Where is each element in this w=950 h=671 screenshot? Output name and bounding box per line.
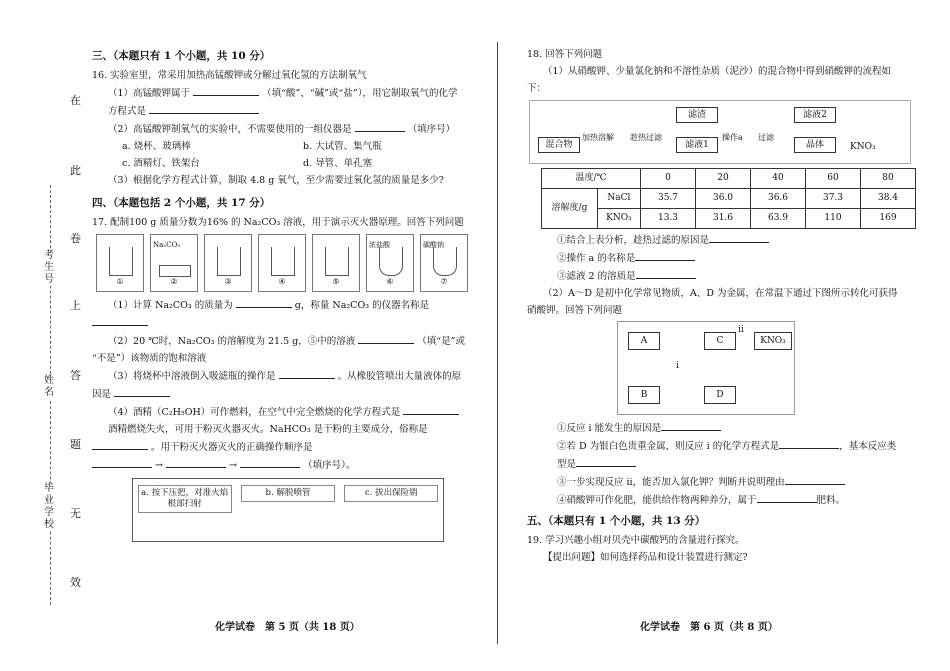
- answer-blank[interactable]: [635, 249, 695, 261]
- seal-char: 卷: [70, 232, 81, 245]
- q16-2-text: （2）高锰酸钾制氧气的实验中，不需要使用的一组仪器是: [108, 124, 352, 135]
- q18-i2-text: ②操作 a 的名称是: [557, 253, 636, 264]
- table-cell: 35.7: [641, 189, 696, 209]
- lab-num: ⑦: [440, 277, 448, 286]
- table-cell: 38.4: [861, 189, 916, 209]
- node-kno3: KNO₃: [754, 332, 792, 350]
- lab-step: [96, 234, 144, 292]
- section-4-title: 四、（本题包括 2 个小题，共 17 分）: [92, 197, 271, 209]
- q17-3-text-b: 。从橡胶管喷出大量液体的原: [337, 371, 462, 382]
- lab-step: [150, 234, 198, 292]
- extinguisher-panel-c: c. 拔出保险销: [344, 485, 438, 502]
- question-17: 17. 配制100 g 质量分数为16% 的 Na₂CO₃ 溶液，用于演示灭火器原理。回答下列问题: [92, 217, 464, 228]
- beaker-icon: [217, 247, 241, 276]
- spray-flask-icon: [433, 247, 457, 276]
- lab-num: ⑥: [386, 277, 394, 286]
- table-cell: 20: [696, 169, 751, 189]
- q19-question: 【提出问题】如何选择药品和设计装置进行测定?: [543, 552, 748, 563]
- lab-step: [366, 234, 414, 292]
- flow-label-filter: 过滤: [758, 133, 774, 142]
- q16-options-row1: [92, 138, 484, 155]
- q17-4-text-f: （填序号）。: [303, 460, 356, 471]
- column-divider: [497, 42, 498, 644]
- answer-blank[interactable]: [576, 455, 636, 467]
- q17-4-text: （4）酒精（C₂H₅OH）可作燃料，在空气中完全燃烧的化学方程式是: [108, 407, 401, 418]
- table-cell: 80: [861, 169, 916, 189]
- q17-part3-c: [92, 385, 484, 403]
- q17-part1-blank: [92, 314, 484, 332]
- answer-blank[interactable]: [661, 419, 721, 431]
- answer-blank[interactable]: [279, 367, 335, 379]
- answer-blank[interactable]: [92, 456, 152, 468]
- answer-blank[interactable]: [358, 332, 414, 344]
- q17-part4-b: 酒精燃烧失火，可用干粉灭火器灭火。NaHCO₃ 是干粉的主要成分，俗称是: [108, 424, 428, 435]
- q16-1-text-c: 方程式是: [108, 106, 147, 117]
- table-cell: 40: [751, 169, 806, 189]
- seal-char: 无: [70, 507, 81, 520]
- table-row: [542, 169, 916, 189]
- table-cell: 110: [806, 209, 861, 229]
- q18-i1-text: ①结合上表分析，趁热过滤的原因是: [557, 235, 710, 246]
- student-label-id: 考生号: [44, 250, 58, 286]
- q18-j4-text-b: 肥料。: [816, 495, 846, 506]
- answer-blank[interactable]: [193, 84, 259, 96]
- answer-blank[interactable]: [403, 403, 459, 415]
- answer-blank[interactable]: [92, 314, 148, 326]
- seal-char: 题: [70, 438, 81, 451]
- q18-j4-text: ④硝酸钾可作化肥，能供给作物两种养分，属于: [557, 495, 757, 506]
- table-cell: 36.6: [751, 189, 806, 209]
- extinguisher-figure: [132, 478, 444, 542]
- q16-options-row2: [92, 155, 484, 172]
- q18-j1: [527, 419, 922, 437]
- section-3-title: 三、（本题只有 1 个小题，共 10 分）: [92, 50, 271, 62]
- q16-1-text: （1）高锰酸钾属于: [108, 88, 191, 99]
- flowchart: [529, 100, 911, 164]
- answer-blank[interactable]: [92, 438, 148, 450]
- flow-filtrate1: 滤液1: [676, 137, 718, 153]
- flow-mix: 混合物: [538, 137, 580, 153]
- extinguisher-panel-a: a. 按下压把，对准火焰根部扫射: [138, 485, 232, 513]
- table-row: [542, 209, 916, 229]
- q17-part3: [92, 367, 484, 385]
- answer-blank[interactable]: [779, 437, 839, 449]
- q16-part1: [92, 84, 484, 102]
- q17-1-text: （1）计算 Na₂CO₃ 的质量为: [108, 300, 233, 311]
- node-c: C: [704, 332, 736, 350]
- lab-step: [420, 234, 468, 292]
- transformation-diagram: [617, 321, 795, 415]
- lab-tag: 浓盐酸: [369, 241, 390, 249]
- question-18: 18. 回答下列问题: [527, 49, 603, 60]
- answer-blank[interactable]: [149, 102, 259, 114]
- seal-char: 效: [70, 576, 81, 589]
- table-row: [542, 189, 916, 209]
- solubility-table: [541, 168, 916, 229]
- seal-char: 在: [70, 94, 81, 107]
- q18-i3: [527, 267, 922, 285]
- answer-blank[interactable]: [709, 231, 769, 243]
- reaction-i-label: i: [676, 361, 679, 371]
- table-cell: KNO₃: [597, 209, 640, 229]
- node-a: A: [628, 332, 660, 350]
- left-column: [92, 46, 484, 542]
- option-c: c. 酒精灯、铁架台: [122, 158, 200, 169]
- bottle-icon: [109, 247, 133, 276]
- q18-i1: [527, 231, 922, 249]
- flow-product: KNO₃: [850, 142, 876, 152]
- q17-3-text-c: 因是: [92, 389, 112, 400]
- q17-part4: [92, 403, 484, 421]
- table-cell: NaCl: [597, 189, 640, 209]
- arrow-text: →: [229, 460, 238, 471]
- q17-part2-c: “不是”）该物质的饱和溶液: [92, 353, 207, 364]
- student-label-name: 姓名: [44, 375, 58, 399]
- answer-blank[interactable]: [236, 296, 292, 308]
- filter-flask-icon: [379, 247, 403, 276]
- answer-blank[interactable]: [114, 385, 170, 397]
- flow-filtrate2: 滤液2: [794, 107, 836, 123]
- stirring-beaker-icon: [325, 247, 349, 276]
- q18-i3-text: ③滤液 2 的溶质是: [557, 271, 636, 282]
- lab-num: ③: [224, 277, 232, 286]
- q18-part2: （2）A～D 是初中化学常见物质，A、D 为金属，在常温下通过下图所示转化可获得: [543, 288, 898, 299]
- q18-j2-text-c: 型是: [557, 459, 577, 470]
- question-16: 16. 实验室里，常采用加热高锰酸钾或分解过氧化氢的方法制氧气: [92, 70, 367, 81]
- lab-num: ①: [116, 277, 124, 286]
- seal-char: 上: [70, 299, 81, 312]
- q18-j2-text-b: ，基本反应类: [839, 441, 897, 452]
- flow-label-op-a: 操作a: [722, 133, 743, 142]
- node-b: B: [628, 386, 660, 404]
- q17-3-text: （3）将烧杯中溶液倒入吸滤瓶的操作是: [108, 371, 276, 382]
- lab-step: [312, 234, 360, 292]
- q17-part4-d: [92, 456, 484, 474]
- question-19: 19. 学习兴趣小组对贝壳中碳酸钙的含量进行探究。: [527, 535, 745, 546]
- footer-left: 化学试卷 第 5 页（共 18 页）: [215, 622, 360, 633]
- q18-j2-c: [527, 455, 922, 473]
- lab-tag: Na₂CO₃: [153, 241, 181, 249]
- section-5-title: 五、（本题只有 1 个小题，共 13 分）: [527, 515, 706, 527]
- lab-num: ②: [170, 277, 178, 286]
- table-cell: 0: [641, 169, 696, 189]
- seal-char: 此: [70, 164, 81, 177]
- flow-label-hot-filter: 趁热过滤: [630, 133, 662, 142]
- table-cell: 36.0: [696, 189, 751, 209]
- q17-2-text-b: （填“是”或: [417, 336, 466, 347]
- right-column: [527, 46, 922, 566]
- node-d: D: [704, 386, 736, 404]
- option-d: d. 导管、单孔塞: [303, 158, 373, 169]
- arrow-text: →: [155, 460, 163, 471]
- flow-crystal: 晶体: [794, 137, 836, 153]
- answer-blank[interactable]: [355, 120, 405, 132]
- table-cell: 37.3: [806, 189, 861, 209]
- q18-part2-b: 硝酸钾。回答下列问题: [527, 305, 623, 316]
- table-cell: 63.9: [751, 209, 806, 229]
- q18-j2-text: ②若 D 为银白色贵重金属，则反应 i 的化学方程式是: [557, 441, 780, 452]
- lab-step: [258, 234, 306, 292]
- answer-blank[interactable]: [757, 491, 817, 503]
- q17-2-text: （2）20 ℃时，Na₂CO₃ 的溶解度为 21.5 g，⑤中的溶液: [108, 336, 356, 347]
- option-b: b. 大试管、集气瓶: [303, 141, 382, 152]
- q18-j3: [527, 473, 922, 491]
- q18-j4: [527, 491, 922, 509]
- q17-4-text-c: 。用干粉灭火器灭火的正确操作顺序是: [151, 442, 313, 453]
- flow-residue: 滤渣: [676, 107, 718, 123]
- q17-part4-c: [92, 438, 484, 456]
- extinguisher-panel-b: b. 解脱喷管: [241, 485, 335, 502]
- option-a: a. 烧杯、玻璃棒: [122, 141, 191, 152]
- q18-j3-text: ③一步实现反应 ii，能否加入氯化钾？判断并说明理由: [557, 477, 785, 488]
- q18-part1: （1）从硝酸钾、少量氯化钠和不溶性杂质（泥沙）的混合物中得到硝酸钾的流程如: [543, 66, 892, 77]
- q16-part3: （3）根据化学方程式计算，制取 4.8 g 氧气，至少需要过氧化氢的质量是多少?: [108, 175, 444, 186]
- q17-1-text-b: g，称量 Na₂CO₃ 的仪器名称是: [294, 300, 430, 311]
- table-cell: 60: [806, 169, 861, 189]
- beaker-pour-icon: [271, 247, 295, 276]
- lab-step: [204, 234, 252, 292]
- footer-right: 化学试卷 第 6 页（共 8 页）: [640, 622, 778, 633]
- lab-num: ⑤: [332, 277, 340, 286]
- q18-i2: [527, 249, 922, 267]
- seal-char: 答: [70, 369, 81, 382]
- binding-margin: [0, 0, 92, 671]
- lab-tag: 碳酸钠: [423, 241, 444, 249]
- flow-label-dissolve: 加热溶解: [582, 133, 614, 142]
- q18-j1-text: ①反应 i 能发生的原因是: [557, 423, 662, 434]
- student-label-school: 毕业学校: [44, 483, 58, 531]
- answer-blank[interactable]: [166, 456, 226, 468]
- q16-2-text-b: （填序号）: [407, 124, 456, 135]
- table-cell: 31.6: [696, 209, 751, 229]
- answer-blank[interactable]: [240, 456, 300, 468]
- q18-j2: [527, 437, 922, 455]
- q18-part1-b: 下：: [527, 83, 547, 94]
- q16-1-text-b: （填“酸”、“碱”或“盐”），用它制取氧气的化学: [262, 88, 458, 99]
- answer-blank[interactable]: [785, 473, 845, 485]
- q16-part2: [92, 120, 484, 138]
- q17-part1: [92, 296, 484, 314]
- table-cell: 13.3: [641, 209, 696, 229]
- q17-part2: [92, 332, 484, 350]
- table-header: 温度/℃: [542, 169, 641, 189]
- lab-steps-figure: [96, 234, 484, 292]
- lab-num: ④: [278, 277, 286, 286]
- q16-part1-c: [92, 102, 484, 120]
- answer-blank[interactable]: [636, 267, 696, 279]
- reaction-ii-label: ii: [738, 325, 744, 335]
- table-header: 溶解度/g: [542, 189, 598, 229]
- table-cell: 169: [861, 209, 916, 229]
